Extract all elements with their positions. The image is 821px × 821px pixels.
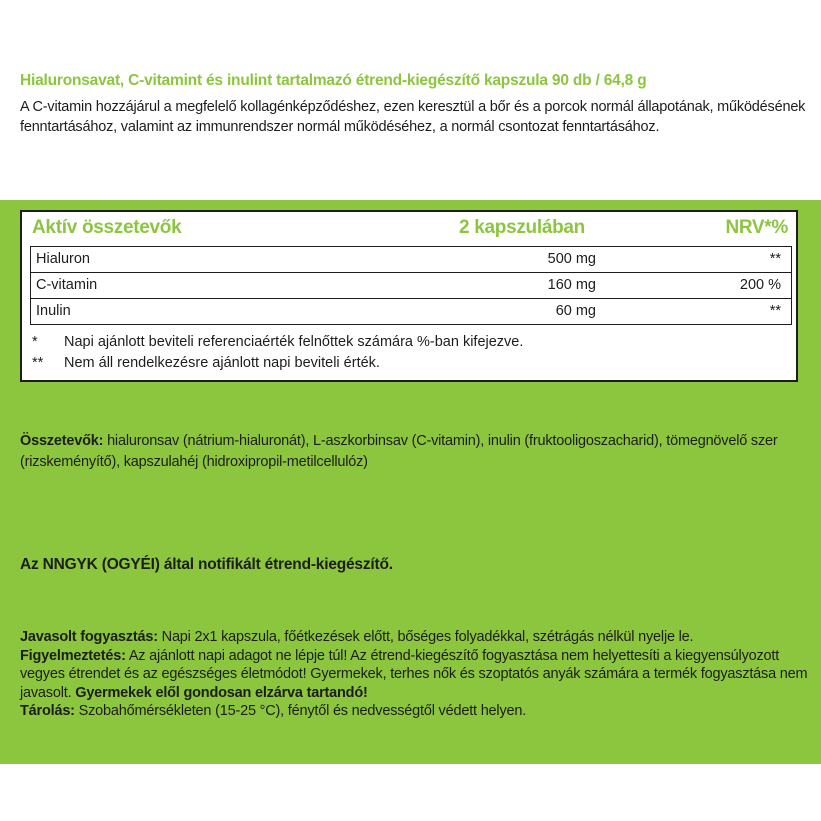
footnote-text: Napi ajánlott beviteli referenciaérték felnőttek számára %-ban kifejezve. <box>64 334 524 350</box>
footnote-mark: ** <box>32 355 44 371</box>
dosage-label: Javasolt fogyasztás: <box>20 629 158 645</box>
usage-section <box>20 628 810 721</box>
row-nrv: ** <box>769 303 781 319</box>
row-name: Hialuron <box>36 251 90 267</box>
ingredients-text: hialuronsav (nátrium-hialuronát), L-aszkorbinsav (C-vitamin), inulin (fruktooligoszacharid), tömegnövelő szer (rizskeményítő), kapszulahéj (hidroxipropil-metilcellulóz) <box>20 433 778 470</box>
nutrition-table <box>20 210 798 382</box>
table-row <box>31 247 791 273</box>
ingredients-label: Összetevők: <box>20 433 104 449</box>
table-header <box>32 217 788 243</box>
row-name: C-vitamin <box>36 277 98 293</box>
ingredients-paragraph <box>20 431 810 473</box>
table-row <box>31 273 791 299</box>
storage-label: Tárolás: <box>20 703 75 719</box>
row-nrv: 200 % <box>739 277 781 293</box>
product-header <box>20 72 810 137</box>
footnote-text: Nem áll rendelkezésre ajánlott napi beviteli érték. <box>64 355 380 371</box>
dosage-text: Napi 2x1 kapszula, főétkezések előtt, bőséges folyadékkal, szétrágás nélkül nyelje le. <box>157 629 694 645</box>
row-amount: 500 mg <box>547 251 596 267</box>
warning-label: Figyelmeztetés: <box>20 647 126 664</box>
notified-statement: Az NNGYK (OGYÉI) által notifikált étrend-kiegészítő. <box>20 556 393 573</box>
row-nrv: ** <box>769 251 781 267</box>
warning-bold-text: Gyermekek elől gondosan elzárva tartandó! <box>75 684 368 701</box>
footnote-mark: * <box>32 334 38 350</box>
intro-text: A C-vitamin hozzájárul a megfelelő kollagénképződéshez, ezen keresztül a bőr és a porcok normál állapotának, működésének fenntartásához, valamint az immunrendszer normál működéséhez, a normál csontozat fenntartásához. <box>20 99 806 135</box>
table-row <box>31 299 791 325</box>
row-name: Inulin <box>36 303 71 319</box>
header-active-ingredients: Aktív összetevők <box>32 217 182 238</box>
row-amount: 60 mg <box>555 303 596 319</box>
header-per-2-capsules: 2 kapszulában <box>459 217 585 238</box>
warning-paragraph <box>20 647 810 703</box>
row-amount: 160 mg <box>547 277 596 293</box>
storage-text: Szobahőmérsékleten (15-25 °C), fénytől és nedvességtől védett helyen. <box>74 703 527 719</box>
warning-text: Az ajánlott napi adagot ne lépje túl! Az étrend-kiegészítő fogyasztása nem helyettesíti a kiegyensúlyozott vegyes étrendet és az egészséges életmódot! Gyermekek, terhes nők és szoptatós anyák számára a termék fogyasztása nem javasolt. <box>20 647 808 701</box>
table-rows <box>30 246 792 325</box>
storage-paragraph <box>20 702 810 721</box>
product-title: Hialuronsavat, C-vitamint és inulint tartalmazó étrend-kiegészítő kapszula 90 db / 64,8 g <box>20 72 647 89</box>
dosage-paragraph <box>20 628 810 647</box>
header-nrv: NRV*% <box>725 217 788 238</box>
